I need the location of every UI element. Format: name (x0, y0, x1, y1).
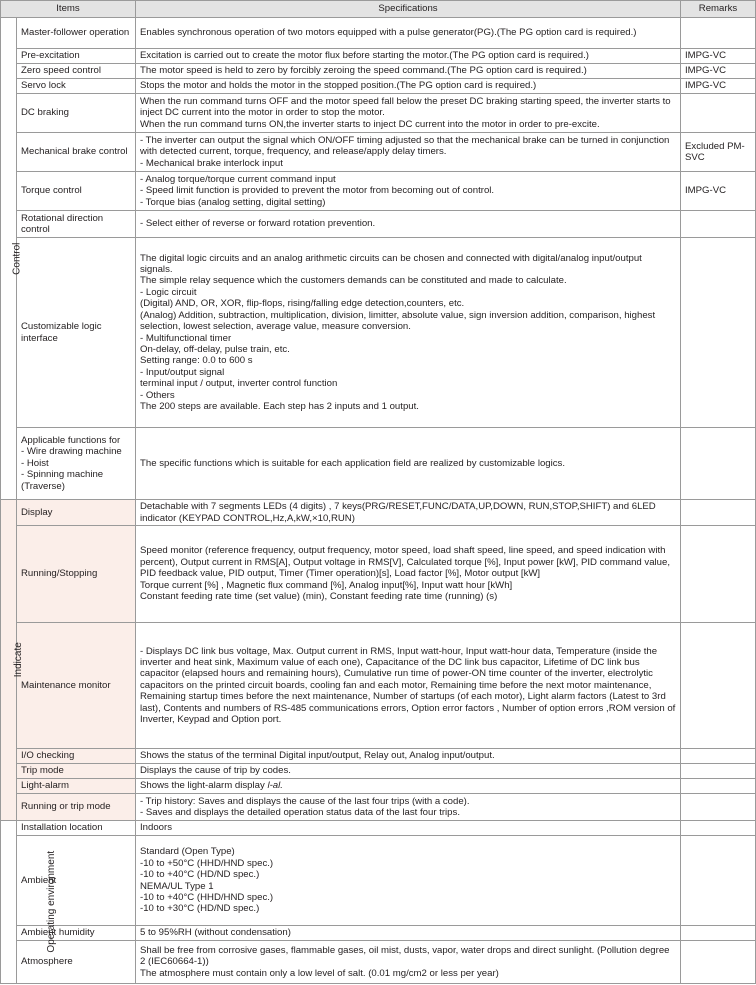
item-label-line: Applicable functions for (21, 434, 121, 446)
control-row (1, 133, 756, 172)
item-cell (17, 836, 136, 926)
spec-line: terminal input / output, inverter control function (140, 378, 338, 390)
indicate-row (1, 623, 756, 749)
spec-line: Setting range: 0.0 to 600 s (140, 355, 253, 367)
spec-cell (136, 49, 681, 64)
remarks-cell (681, 172, 756, 211)
item-cell (17, 172, 136, 211)
remarks-cell (681, 941, 756, 984)
spec-cell (136, 779, 681, 794)
indicate-row (1, 794, 756, 821)
spec-line: Enables synchronous operation of two motors equipped with a pulse generator(PG).(The PG option card is required.) (140, 27, 637, 39)
spec-cell (136, 836, 681, 926)
item-cell (17, 764, 136, 779)
remarks-cell (681, 94, 756, 133)
spec-line: Stops the motor and holds the motor in the stopped position.(The PG option card is required.) (140, 80, 537, 92)
spec-cell (136, 211, 681, 238)
light-alarm-code: l-al. (267, 780, 283, 792)
spec-line: Speed monitor (reference frequency, output frequency, motor speed, load shaft speed, line speed, and speed indication with percent), Output current in RMS[A], Output voltage in RMS[V], Calculated torque [%], Input power [kW], PID command value, PID feedback value, PID output, Timer (Timer operation)[s], Load factor [%], Motor output [kW] (140, 545, 671, 580)
control-row (1, 79, 756, 94)
spec-cell (136, 238, 681, 428)
spec-line: (Digital) AND, OR, XOR, flip-flops, rising/falling edge detection,counters, etc. (140, 298, 465, 310)
item-label: DC braking (21, 107, 69, 119)
spec-line: NEMA/UL Type 1 (140, 880, 214, 892)
remarks-cell (681, 526, 756, 623)
item-cell (17, 133, 136, 172)
item-cell (17, 749, 136, 764)
control-category-cell (1, 18, 23, 500)
control-row (1, 172, 756, 211)
indicate-category-cell (1, 500, 24, 821)
item-label: Installation location (21, 822, 103, 834)
item-cell (17, 794, 136, 821)
item-label: Mechanical brake control (21, 146, 128, 158)
spec-line: The digital logic circuits and an analog arithmetic circuits can be chosen and connected with digital/analog input/output signals. (140, 252, 642, 276)
item-label: Ambient (21, 874, 57, 886)
spec-line: On-delay, off-delay, pulse train, etc. (140, 343, 290, 355)
remarks-cell (681, 428, 756, 500)
spec-line: - The inverter can output the signal which ON/OFF timing adjusted so that the mechanical brake can be turned in conjunction with detected current, torque, frequency, and release/apply delay timers. (140, 134, 670, 158)
spec-line: - Analog torque/torque current command input (140, 173, 336, 185)
item-label: Zero speed control (21, 65, 101, 77)
indicate-row (1, 779, 756, 794)
item-cell (17, 211, 136, 238)
spec-cell (136, 623, 681, 749)
remarks-cell (681, 821, 756, 836)
environment-row (1, 941, 756, 984)
control-row (1, 49, 756, 64)
spec-line: Constant feeding rate time (set value) (min), Constant feeding rate time (running) (s) (140, 591, 498, 603)
item-label-line: - Hoist (21, 457, 49, 469)
spec-cell (136, 172, 681, 211)
spec-line: When the run command turns ON,the inverter starts to inject DC current into the motor in order to pre-excite. (140, 118, 600, 130)
spec-cell (136, 749, 681, 764)
item-label: Running/Stopping (21, 568, 98, 580)
spec-line: - Trip history: Saves and displays the cause of the last four trips (with a code). (140, 795, 470, 807)
spec-line: - Mechanical brake interlock input (140, 157, 283, 169)
remarks-cell (681, 79, 756, 94)
item-cell (17, 500, 136, 526)
spec-cell (136, 526, 681, 623)
environment-row (1, 836, 756, 926)
spec-line: - Input/output signal (140, 366, 225, 378)
remarks-cell (681, 836, 756, 926)
spec-cell (136, 79, 681, 94)
item-cell (17, 926, 136, 941)
item-label: Torque control (21, 185, 82, 197)
environment-row (1, 926, 756, 941)
spec-line: Displays the cause of trip by codes. (140, 765, 291, 777)
item-cell (17, 79, 136, 94)
header-items: Items (1, 1, 136, 18)
spec-line: - Multifunctional timer (140, 332, 232, 344)
spec-line: (Analog) Addition, subtraction, multiplication, division, limitter, absolute value, sign inversion addition, comparison, highest selection, lowest selection, average value, measure conversion. (140, 309, 656, 333)
spec-line: -10 to +50°C (HHD/HND spec.) (140, 857, 274, 869)
spec-line: -10 to +40°C (HD/ND spec.) (140, 869, 260, 881)
remarks-label: Excluded PM-SVC (685, 140, 745, 163)
control-row (1, 428, 756, 500)
spec-line: The motor speed is held to zero by forcibly zeroing the speed command.(The PG option card is required.) (140, 65, 587, 77)
spec-line: Indoors (140, 822, 172, 834)
remarks-cell (681, 211, 756, 238)
header-row (1, 1, 756, 18)
spec-cell (136, 500, 681, 526)
item-label: Rotational direction control (21, 212, 104, 235)
spec-line: When the run command turns OFF and the motor speed fall below the preset DC braking starting speed, the inverter starts to inject DC current into the motor in order to stop the motor. (140, 95, 671, 119)
item-cell (17, 526, 136, 623)
control-row (1, 94, 756, 133)
spec-line: - Speed limit function is provided to prevent the motor from becoming out of control. (140, 185, 495, 197)
spec-cell (136, 428, 681, 500)
header-specifications: Specifications (136, 1, 681, 18)
remarks-label: IMPG-VC (685, 185, 727, 197)
remarks-cell (681, 794, 756, 821)
item-label: Ambient humidity (21, 927, 95, 939)
control-row (1, 18, 756, 49)
remarks-cell (681, 749, 756, 764)
spec-line: Torque current [%] , Magnetic flux command [%], Analog input[%], Input watt hour [kWh] (140, 579, 513, 591)
spec-line: Shows the status of the terminal Digital input/output, Relay out, Analog input/output. (140, 750, 495, 762)
item-label: Atmosphere (21, 956, 73, 968)
item-cell (17, 428, 136, 500)
item-label: Trip mode (21, 765, 64, 777)
item-label-line: - Spinning machine (21, 469, 104, 481)
item-label: Maintenance monitor (21, 679, 111, 691)
spec-line: The simple relay sequence which the customers demands can be constituted and made to calculate. (140, 275, 567, 287)
spec-cell (136, 821, 681, 836)
control-row (1, 64, 756, 79)
item-cell (17, 238, 136, 428)
remarks-cell (681, 238, 756, 428)
spec-line: Excitation is carried out to create the motor flux before starting the motor.(The PG option card is required.) (140, 50, 589, 62)
spec-line: - Select either of reverse or forward rotation prevention. (140, 218, 376, 230)
spec-cell (136, 18, 681, 49)
spec-cell (136, 941, 681, 984)
remarks-cell (681, 49, 756, 64)
remarks-cell (681, 18, 756, 49)
item-cell (17, 941, 136, 984)
item-label-line: (Traverse) (21, 480, 65, 492)
spec-cell (136, 926, 681, 941)
indicate-row (1, 526, 756, 623)
item-label: Master-follower operation (21, 27, 130, 39)
indicate-row (1, 749, 756, 764)
remarks-cell (681, 500, 756, 526)
remarks-label: IMPG-VC (685, 80, 727, 92)
item-cell (17, 49, 136, 64)
spec-line: Shall be free from corrosive gases, flammable gases, oil mist, dusts, vapor, water drops and direct sunlight. (Pollution degree 2 (IEC60664-1)) (140, 944, 670, 968)
item-label: Running or trip mode (21, 801, 111, 813)
control-category-label: Control (11, 242, 23, 275)
spec-line: -10 to +30°C (HD/ND spec.) (140, 903, 260, 915)
indicate-row (1, 764, 756, 779)
remarks-label: IMPG-VC (685, 50, 727, 62)
indicate-row (1, 500, 756, 526)
spec-cell (136, 764, 681, 779)
item-cell (17, 18, 136, 49)
control-row (1, 211, 756, 238)
environment-row (1, 821, 756, 836)
item-cell (17, 821, 136, 836)
item-label: I/O checking (21, 750, 75, 762)
spec-line: -10 to +40°C (HHD/HND spec.) (140, 891, 274, 903)
environment-category-label: Operating environment (46, 851, 58, 953)
item-label: Light-alarm (21, 780, 69, 792)
spec-cell (136, 64, 681, 79)
remarks-label: IMPG-VC (685, 65, 727, 77)
spec-line: - Torque bias (analog setting, digital setting) (140, 196, 326, 208)
spec-line: The atmosphere must contain only a low level of salt. (0.01 mg/cm2 or less per year) (140, 967, 499, 979)
spec-line: Standard (Open Type) (140, 846, 235, 858)
spec-line: 5 to 95%RH (without condensation) (140, 927, 291, 939)
spec-cell (136, 94, 681, 133)
item-label-line: - Wire drawing machine (21, 446, 122, 458)
item-label: Pre-excitation (21, 50, 80, 62)
item-label: Customizable logic interface (21, 321, 102, 344)
remarks-cell (681, 926, 756, 941)
spec-line: - Saves and displays the detailed operation status data of the last four trips. (140, 807, 460, 818)
spec-line: Detachable with 7 segments LEDs (4 digits) , 7 keys(PRG/RESET,FUNC/DATA,UP,DOWN, RUN,STOP,SHIFT) and 6LED indicator (KEYPAD CONTROL,Hz,A,kW,×10,RUN) (140, 501, 656, 524)
item-cell (17, 779, 136, 794)
indicate-category-label: Indicate (12, 642, 24, 678)
spec-line: - Others (140, 389, 175, 401)
header-remarks: Remarks (681, 1, 756, 18)
spec-line: Shows the light-alarm display (140, 780, 268, 792)
spec-line: The specific functions which is suitable for each application field are realized by customizable logics. (140, 457, 566, 469)
control-row (1, 238, 756, 428)
item-cell (17, 94, 136, 133)
item-label: Display (21, 506, 53, 518)
remarks-cell (681, 64, 756, 79)
item-cell (17, 64, 136, 79)
remarks-cell (681, 764, 756, 779)
spec-cell (136, 794, 681, 821)
item-cell (17, 623, 136, 749)
spec-line: - Logic circuit (140, 286, 197, 298)
spec-line: The 200 steps are available. Each step has 2 inputs and 1 output. (140, 400, 419, 412)
remarks-cell (681, 133, 756, 172)
remarks-cell (681, 779, 756, 794)
item-label: Servo lock (21, 80, 66, 92)
spec-line: - Displays DC link bus voltage, Max. Output current in RMS, Input watt-hour, Input watt-hour data, Temperature (inside the inverter and heat sink, Maximum value of each one), Capacitance of the DC link bus capacitor, Lifetime of DC link bus capacitor (elapsed hours and remaining hours), Cumulative run time of power-ON time counter of the inverter, electrolytic capacitors on the printed circuit boards, cooling fan and each motor, Remaining time before the next motor maintenance, Remaining startup times before the next maintenance, Number of startups (of each motor), Light alarm factors (Latest to 3rd last), Contents and numbers of RS-485 communications errors, Option error factors , Number of option errors ,ROM version of Inverter, Keypad and Option port. (140, 645, 676, 726)
remarks-cell (681, 623, 756, 749)
spec-cell (136, 133, 681, 172)
